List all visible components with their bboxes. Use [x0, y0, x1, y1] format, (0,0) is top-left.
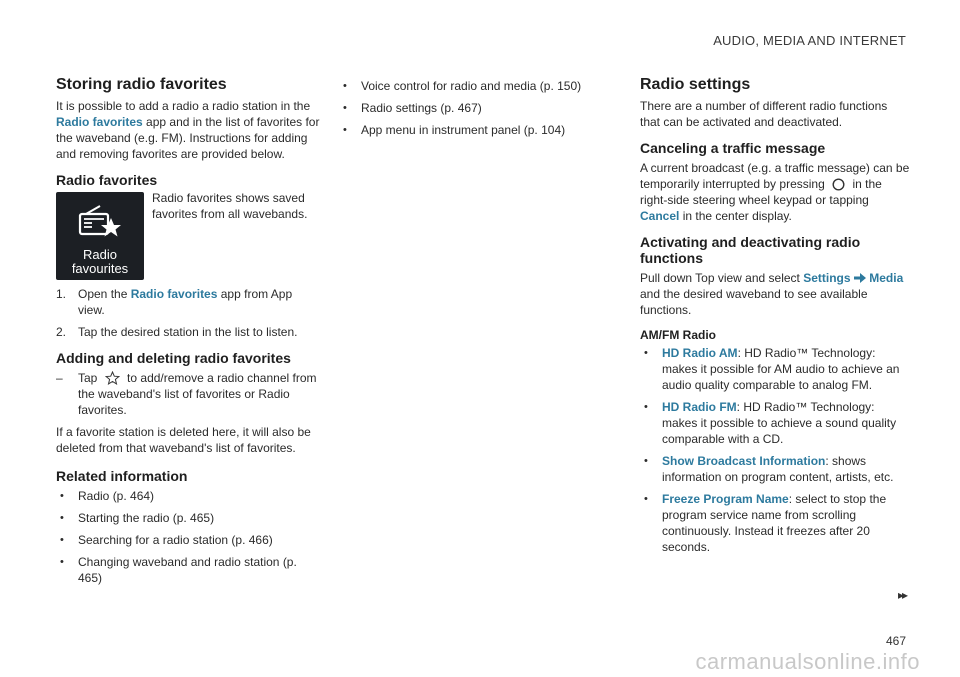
option-description: : HD Radio™ Technology: makes it possible for AM audio to achieve an audio quality comparable to analog FM. [662, 346, 900, 392]
watermark: carmanualsonline.info [695, 649, 920, 674]
step-item [56, 324, 322, 340]
dash-item [56, 370, 322, 418]
dash-text-pre: Tap [78, 371, 98, 385]
intro-text-pre: It is possible to add a radio a radio station in the [56, 99, 311, 113]
option-item [640, 453, 910, 485]
radio-favorites-link[interactable]: Radio favorites [56, 115, 143, 129]
subheading-canceling-traffic: Canceling a traffic message [640, 140, 826, 156]
radio-favourites-app-tile [56, 192, 144, 280]
option-description: : shows information on program content, artists, etc. [662, 454, 894, 484]
step-text: Tap the desired station in the list to listen. [78, 325, 298, 339]
related-link[interactable]: • Radio settings (p. 467) [339, 100, 601, 116]
hd-radio-fm-option[interactable]: HD Radio FM [662, 400, 737, 414]
hd-radio-am-option[interactable]: HD Radio AM [662, 346, 738, 360]
am-fm-options-list [640, 345, 910, 555]
tile-label [56, 248, 144, 276]
section-title-storing-favorites: Storing radio favorites [56, 76, 227, 93]
activate-text-post: and the desired waveband to see available functions. [640, 287, 868, 317]
steps-list [56, 286, 322, 340]
section-header: AUDIO, MEDIA AND INTERNET [713, 33, 906, 48]
related-link[interactable]: • App menu in instrument panel (p. 104) [339, 122, 601, 138]
option-item [640, 399, 910, 447]
related-list [56, 488, 322, 586]
star-outline-icon [105, 371, 120, 385]
cancel-paragraph [640, 160, 910, 224]
related-link[interactable]: • Radio (p. 464) [56, 488, 322, 504]
subheading-adding-deleting: Adding and deleting radio favorites [56, 350, 291, 366]
related-list-continued [339, 78, 601, 138]
activate-text-pre: Pull down Top view and select [640, 271, 804, 285]
related-information-heading: Related information [56, 468, 188, 484]
step-item [56, 286, 322, 318]
radio-settings-intro: There are a number of different radio functions that can be activated and deactivated. [640, 99, 888, 129]
radio-favorites-figure [56, 192, 322, 280]
option-item [640, 491, 910, 555]
cancel-text-pre: A current broadcast (e.g. a traffic message) can be temporarily interrupted by pressing [640, 161, 910, 191]
option-description: : select to stop the program service name from scrolling continuously. Instead it freezes after 20 seconds. [662, 492, 887, 554]
intro-text-post: app and in the list of favorites for the waveband (e.g. FM). Instructions for adding and removing favorites are provided below. [56, 115, 320, 161]
option-description: : HD Radio™ Technology: makes it possible to achieve a sound quality comparable with a CD. [662, 400, 897, 446]
related-link[interactable]: • Searching for a radio station (p. 466) [56, 532, 322, 548]
step-number: 2. [56, 325, 67, 339]
related-link[interactable]: • Changing waveband and radio station (p. 465) [56, 554, 322, 586]
right-arrow-icon [854, 273, 866, 283]
tile-label-line-2: favourites [71, 261, 129, 276]
tile-label-line-1: Radio [83, 247, 117, 262]
cancel-text-post: in the center display. [679, 209, 792, 223]
related-link[interactable]: • Starting the radio (p. 465) [56, 510, 322, 526]
subheading-radio-favorites: Radio favorites [56, 172, 158, 188]
section-title-radio-settings: Radio settings [640, 76, 751, 93]
figure-caption: Radio favorites shows saved favorites from all wavebands. [152, 191, 308, 221]
column-1 [56, 76, 322, 592]
next-page-arrows[interactable]: ▸▸ [897, 588, 906, 602]
show-broadcast-information-option[interactable]: Show Broadcast Information [662, 454, 826, 468]
subheading-activating: Activating and deactivating radio functions [640, 234, 861, 266]
step-text-post: app from App view. [78, 287, 293, 317]
circle-button-icon [832, 178, 845, 191]
column-3 [640, 76, 910, 561]
radio-favourites-icon [78, 204, 124, 242]
cancel-link[interactable]: Cancel [640, 209, 680, 223]
favorite-delete-note: If a favorite station is deleted here, it will also be deleted from that waveband's list of favorites. [56, 425, 311, 455]
intro-paragraph [56, 98, 322, 162]
subheading-am-fm-radio: AM/FM Radio [640, 328, 716, 342]
settings-link[interactable]: Settings [803, 271, 851, 285]
activate-paragraph [640, 270, 910, 318]
page-number: 467 [885, 634, 906, 648]
cancel-text-mid: in the right-side steering wheel keypad or tapping [640, 177, 882, 207]
dash-list [56, 370, 322, 418]
option-item [640, 345, 910, 393]
media-link[interactable]: Media [869, 271, 904, 285]
dash-marker: – [56, 371, 63, 385]
freeze-program-name-option[interactable]: Freeze Program Name [662, 492, 789, 506]
step-number: 1. [56, 287, 67, 301]
dash-text-post: to add/remove a radio channel from the waveband's list of favorites or Radio favorites. [78, 371, 317, 417]
radio-favorites-link-step[interactable]: Radio favorites [130, 287, 218, 301]
step-text-pre: Open the [78, 287, 131, 301]
related-link[interactable]: • Voice control for radio and media (p. 150) [339, 78, 601, 94]
column-2 [339, 76, 601, 144]
